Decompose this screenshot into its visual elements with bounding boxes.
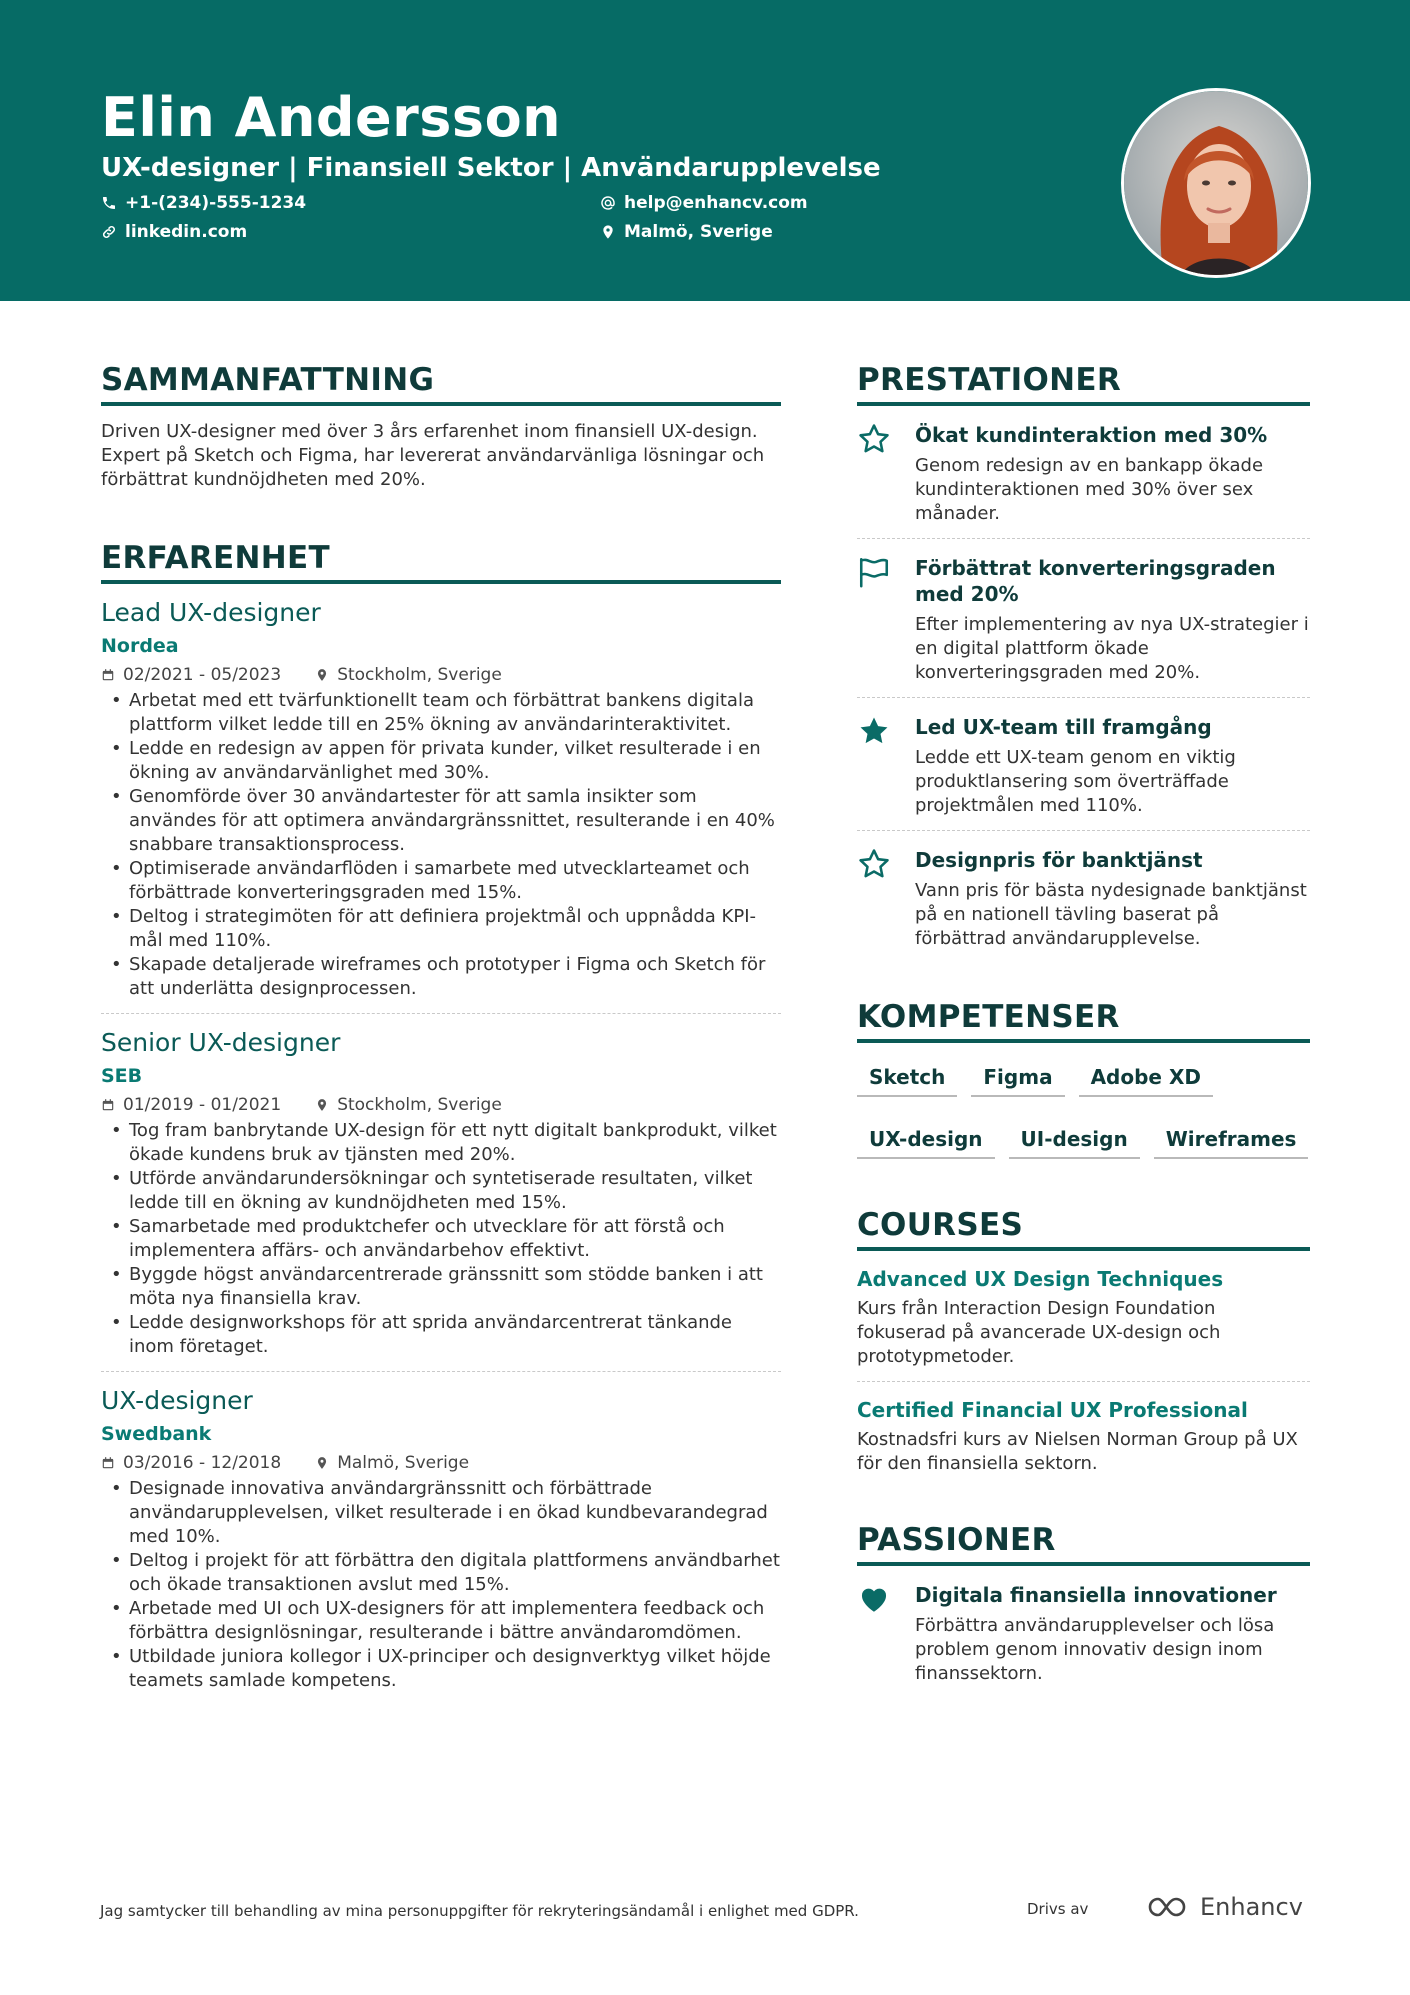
job-location: Stockholm, Sverige: [337, 1095, 502, 1115]
course-item: [857, 1267, 1310, 1369]
bullet-item: • Tog fram banbrytande UX-design för ett nytt digitalt bankprodukt, vilket ökade kundens bruk av tjänsten med 20%.: [101, 1119, 781, 1167]
passions-heading: PASSIONER: [857, 1522, 1310, 1566]
profile-photo: [1121, 88, 1311, 278]
achievement-title: Ökat kundinteraktion med 30%: [915, 423, 1268, 447]
location-pin-icon: [315, 1098, 329, 1112]
achievement-title: Designpris för banktjänst: [915, 848, 1203, 872]
at-icon: [600, 195, 616, 211]
job-divider: [101, 1013, 781, 1014]
heart-icon: [857, 1582, 891, 1616]
bullet-item: • Genomförde över 30 användartester för att samla insikter som användes för att optimera användargränssnittet, resulterande i en 40% snabbare transaktionsprocess.: [101, 785, 781, 857]
location-pin-icon: [600, 224, 616, 240]
skill-tag: UX-design: [857, 1127, 995, 1159]
achievement-title: Förbättrat konverteringsgraden med 20%: [915, 556, 1276, 606]
location-text: Malmö, Sverige: [624, 222, 773, 242]
bullet-item: • Deltog i projekt för att förbättra den digitala plattformens användbarhet och ökade transaktionen avslut med 15%.: [101, 1549, 781, 1597]
job-title: Lead UX-designer: [101, 598, 321, 627]
course-title: Advanced UX Design Techniques: [857, 1267, 1224, 1291]
job-dates: 02/2021 - 05/2023: [123, 665, 282, 685]
bullet-item: • Samarbetade med produktchefer och utvecklare för att förstå och implementera affärs- och användarbehov effektivt.: [101, 1215, 781, 1263]
company-name: SEB: [101, 1065, 143, 1087]
passion-desc: Förbättra användarupplevelser och lösa problem genom innovativ design inom finanssektorn.: [915, 1615, 1275, 1684]
skill-tag: Adobe XD: [1079, 1065, 1213, 1097]
job-location: Stockholm, Sverige: [337, 665, 502, 685]
skills-heading: KOMPETENSER: [857, 999, 1310, 1043]
job-meta: [101, 665, 781, 685]
company-name: Nordea: [101, 635, 179, 657]
bullet-item: • Deltog i strategimöten för att definiera projektmål och uppnådda KPI-mål med 110%.: [101, 905, 781, 953]
brand-name: Enhancv: [1200, 1893, 1303, 1921]
achievement-item: [857, 698, 1310, 830]
calendar-icon: [101, 1098, 115, 1112]
bullet-item: • Byggde högst användarcentrerade gränssnitt som stödde banken i att möta nya finansiella krav.: [101, 1263, 781, 1311]
job-entry: [101, 1028, 781, 1372]
achievement-desc: Ledde ett UX-team genom en viktig produktlansering som överträffade projektmålen med 110%.: [915, 747, 1236, 816]
bullet-item: • Arbetade med UI och UX-designers för att implementera feedback och förbättra designlösningar, resulterande i bättre användaromdömen.: [101, 1597, 781, 1645]
job-entry: [101, 1386, 781, 1693]
job-location: Malmö, Sverige: [337, 1453, 470, 1473]
job-location-wrap: [315, 665, 502, 685]
contact-phone: [101, 193, 306, 213]
bullet-item: • Ledde en redesign av appen för privata kunder, vilket resulterade i en ökning av användarvänlighet med 30%.: [101, 737, 781, 785]
right-column: [857, 362, 1310, 1698]
star-outline-icon: [857, 422, 891, 456]
bullet-item: • Utförde användarundersökningar och syntetiserade resultaten, vilket ledde till en ökning av kundnöjdheten med 15%.: [101, 1167, 781, 1215]
location-pin-icon: [315, 1456, 329, 1470]
contact-location: [600, 222, 773, 242]
job-bullets: [101, 1477, 781, 1693]
left-column: [101, 362, 781, 1693]
brand-logo[interactable]: [1146, 1893, 1303, 1921]
course-divider: [857, 1381, 1310, 1382]
phone-text: +1-(234)-555-1234: [125, 193, 307, 213]
company-name: Swedbank: [101, 1423, 212, 1445]
job-title: UX-designer: [101, 1386, 253, 1415]
email-text[interactable]: help@enhancv.com: [624, 193, 808, 213]
star-filled-icon: [857, 714, 891, 748]
course-title: Certified Financial UX Professional: [857, 1398, 1248, 1422]
job-entry: [101, 598, 781, 1014]
achievement-desc: Efter implementering av nya UX-strategier i en digital plattform ökade konverteringsgraden med 20%.: [915, 614, 1309, 683]
job-meta: [101, 1095, 781, 1115]
skill-tag: UI-design: [1009, 1127, 1140, 1159]
calendar-icon: [101, 1456, 115, 1470]
passion-title: Digitala finansiella innovationer: [915, 1583, 1277, 1607]
achievement-item: [857, 406, 1310, 538]
achievement-item: [857, 539, 1310, 697]
link-icon: [101, 224, 117, 240]
contact-linkedin[interactable]: [101, 222, 247, 242]
summary-text: Driven UX-designer med över 3 års erfarenhet inom finansiell UX-design. Expert på Sketch och Figma, har levererat användarvänliga lösningar och förbättrat kundnöjdheten med 20%.: [101, 421, 765, 490]
courses-heading: COURSES: [857, 1207, 1310, 1251]
location-pin-icon: [315, 668, 329, 682]
achievement-desc: Vann pris för bästa nydesignade banktjänst på en nationell tävling baserat på förbättrad användarupplevelse.: [915, 880, 1307, 949]
job-dates: 03/2016 - 12/2018: [123, 1453, 282, 1473]
job-bullets: [101, 1119, 781, 1359]
powered-by-label: Drivs av: [1027, 1900, 1089, 1918]
job-location-wrap: [315, 1095, 502, 1115]
bullet-item: • Skapade detaljerade wireframes och prototyper i Figma och Sketch för att underlätta designprocessen.: [101, 953, 781, 1001]
job-title: Senior UX-designer: [101, 1028, 341, 1057]
job-location-wrap: [315, 1453, 469, 1473]
bullet-item: • Ledde designworkshops för att sprida användarcentrerat tänkande inom företaget.: [101, 1311, 781, 1359]
skills-list: [857, 1065, 1310, 1159]
calendar-icon: [101, 668, 115, 682]
job-divider: [101, 1371, 781, 1372]
job-bullets: [101, 689, 781, 1001]
job-dates: 01/2019 - 01/2021: [123, 1095, 282, 1115]
bullet-item: • Utbildade juniora kollegor i UX-principer och designverktyg vilket höjde teamets samlade kompetens.: [101, 1645, 781, 1693]
summary-heading: SAMMANFATTNING: [101, 362, 781, 406]
header-banner: [0, 0, 1410, 301]
achievement-item: [857, 831, 1310, 963]
course-item: [857, 1398, 1310, 1476]
contact-email[interactable]: [600, 193, 808, 213]
bullet-item: • Optimiserade användarflöden i samarbete med utvecklarteamet och förbättrade konverteringsgraden med 15%.: [101, 857, 781, 905]
phone-icon: [101, 195, 117, 211]
passion-item: [857, 1566, 1310, 1698]
bullet-item: • Designade innovativa användargränssnitt och förbättrade användarupplevelsen, vilket resulterade i en ökad kundbevarandegrad med 10%.: [101, 1477, 781, 1549]
skill-tag: Wireframes: [1154, 1127, 1309, 1159]
enhancv-logo-icon: [1146, 1894, 1192, 1920]
achievement-title: Led UX-team till framgång: [915, 715, 1212, 739]
candidate-headline: UX-designer | Finansiell Sektor | Användarupplevelse: [101, 153, 881, 183]
course-desc: Kurs från Interaction Design Foundation fokuserad på avancerade UX-design och prototypmetoder.: [857, 1298, 1221, 1367]
bullet-item: • Arbetat med ett tvärfunktionellt team och förbättrat bankens digitala plattform vilket ledde till en 25% ökning av användarinteraktivitet.: [101, 689, 781, 737]
course-desc: Kostnadsfri kurs av Nielsen Norman Group på UX för den finansiella sektorn.: [857, 1429, 1298, 1474]
star-outline-icon: [857, 847, 891, 881]
gdpr-consent: Jag samtycker till behandling av mina personuppgifter för rekryteringsändamål i enlighet med GDPR.: [100, 1902, 859, 1920]
experience-heading: ERFARENHET: [101, 540, 781, 584]
achievement-desc: Genom redesign av en bankapp ökade kundinteraktionen med 30% över sex månader.: [915, 455, 1264, 524]
achievements-heading: PRESTATIONER: [857, 362, 1310, 406]
job-meta: [101, 1453, 781, 1473]
linkedin-text[interactable]: linkedin.com: [125, 222, 248, 242]
skill-tag: Sketch: [857, 1065, 957, 1097]
candidate-name: Elin Andersson: [101, 86, 562, 149]
flag-icon: [857, 555, 891, 589]
skill-tag: Figma: [971, 1065, 1064, 1097]
